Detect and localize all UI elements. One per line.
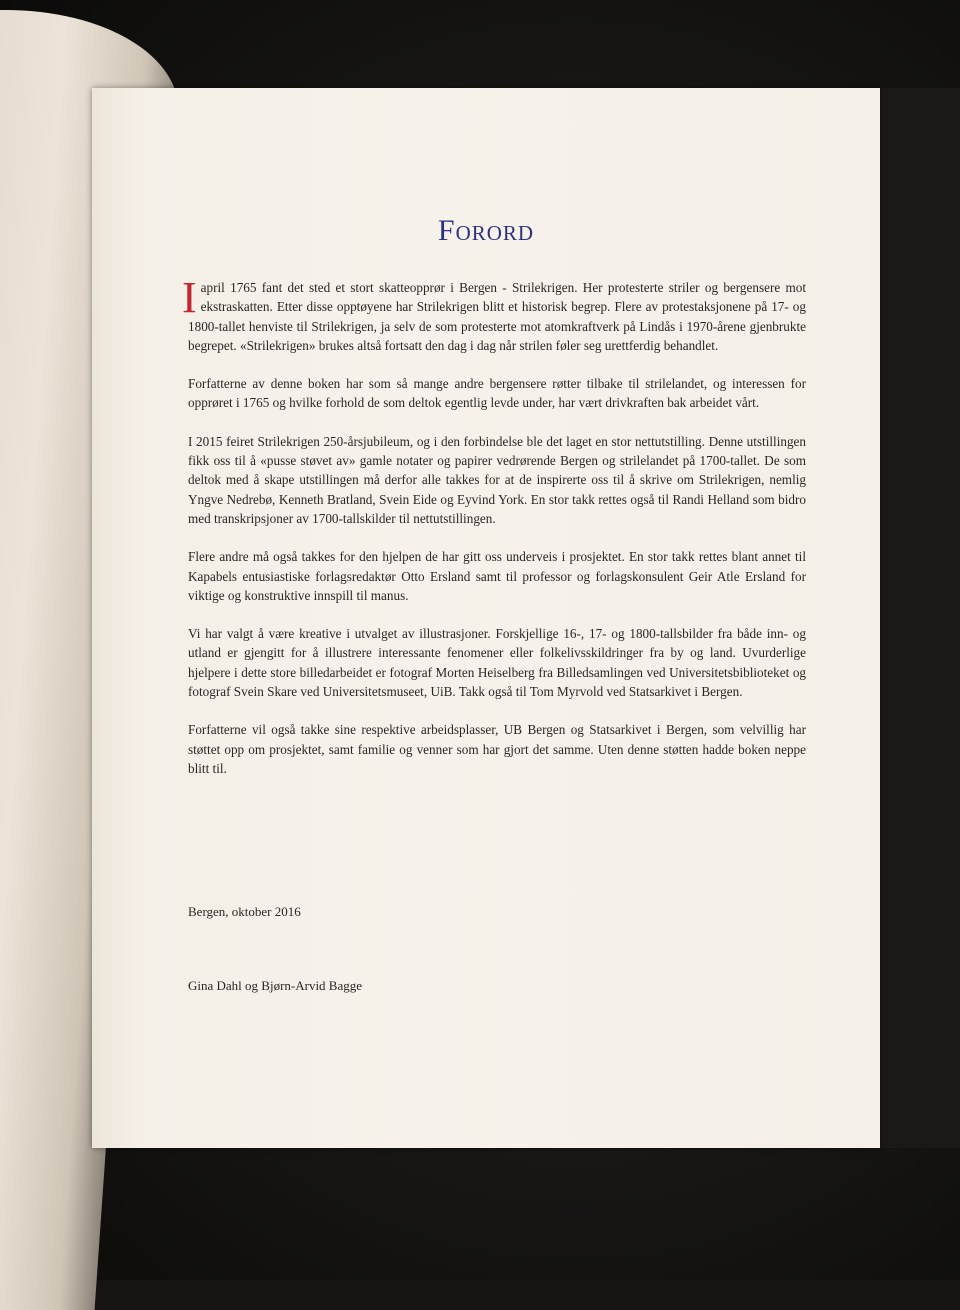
paragraph-2: Forfatterne av denne boken har som så mange andre bergensere røtter tilbake til strilelandet, og interessen for opprøret i 1765 og hvilke forhold de som deltok egentlig levde under, har vært drivkraften bak arbeidet vårt. xyxy=(188,376,806,411)
right-background xyxy=(880,88,960,1148)
paragraph-1 xyxy=(182,273,806,355)
paragraph-1-text: april 1765 fant det sted et stort skatteopprør i Bergen - Strilekrigen. Her protesterte striler og bergensere mot ekstraskatten. Etter disse opptøyene har Strilekrigen blitt et historisk begrep. Flere av protestaksjonene på 17- og 1800-tallet henviste til Strilekrigen, ja selv de som protesterte mot atomkraftverk på Lindås i 1970-årene gjenbrukte begrepet. «Strilekrigen» brukes altså fortsatt den dag i dag når strilen føler seg urettferdig behandlet. xyxy=(188,280,806,353)
paragraph-6: Forfatterne vil også takke sine respektive arbeidsplasser, UB Bergen og Statsarkivet i Bergen, som velvillig har støttet opp om prosjektet, samt familie og venner som har gjort det samme. Uten denne støtten hadde boken neppe blitt til. xyxy=(188,722,806,776)
paragraph-5: Vi har valgt å være kreative i utvalget av illustrasjoner. Forskjellige 16-, 17- og 1800-tallsbilder fra både inn- og utland er gjengitt for å illustrere interessante fenomener eller folkelivsskildringer fra by og land. Uvurderlige hjelpere i dette store billedarbeidet er fotograf Morten Heiselberg fra Billedsamlingen ved Universitetsbiblioteket og fotograf Svein Skare ved Universitetsmuseet, UiB. Takk også til Tom Myrvold ved Statsarkivet i Bergen. xyxy=(188,626,806,700)
page-title: Forord xyxy=(437,214,535,248)
paragraph-3: I 2015 feiret Strilekrigen 250-årsjubileum, og i den forbindelse ble det laget en stor nettutstilling. Denne utstillingen fikk oss til å «pusse støvet av» gamle notater og papirer vedrørende Bergen og strilelandet på 1700-tallet. De som deltok med å skape utstillingen må derfor alle takkes for at de inspirerte oss til å skrive om Strilekrigen, nemlig Yngve Nedrebø, Kenneth Bratland, Svein Eide og Eyvind York. En stor takk rettes også til Randi Helland som bidro med transkripsjoner av 1700-tallskilder til nettutstillingen. xyxy=(188,433,806,526)
foreword-body xyxy=(182,273,806,797)
book-page xyxy=(92,88,880,1148)
place-date: Bergen, oktober 2016 xyxy=(188,904,301,919)
drop-cap: I xyxy=(182,273,197,322)
paragraph-4: Flere andre må også takkes for den hjelpen de har gitt oss underveis i prosjektet. En stor takk rettes blant annet til Kapabels entusiastiske forlagsredaktør Otto Ersland samt til professor og forlagskonsulent Geir Atle Ersland for viktige og konstruktive innspill til manus. xyxy=(188,549,806,603)
authors: Gina Dahl og Bjørn-Arvid Bagge xyxy=(188,978,363,993)
